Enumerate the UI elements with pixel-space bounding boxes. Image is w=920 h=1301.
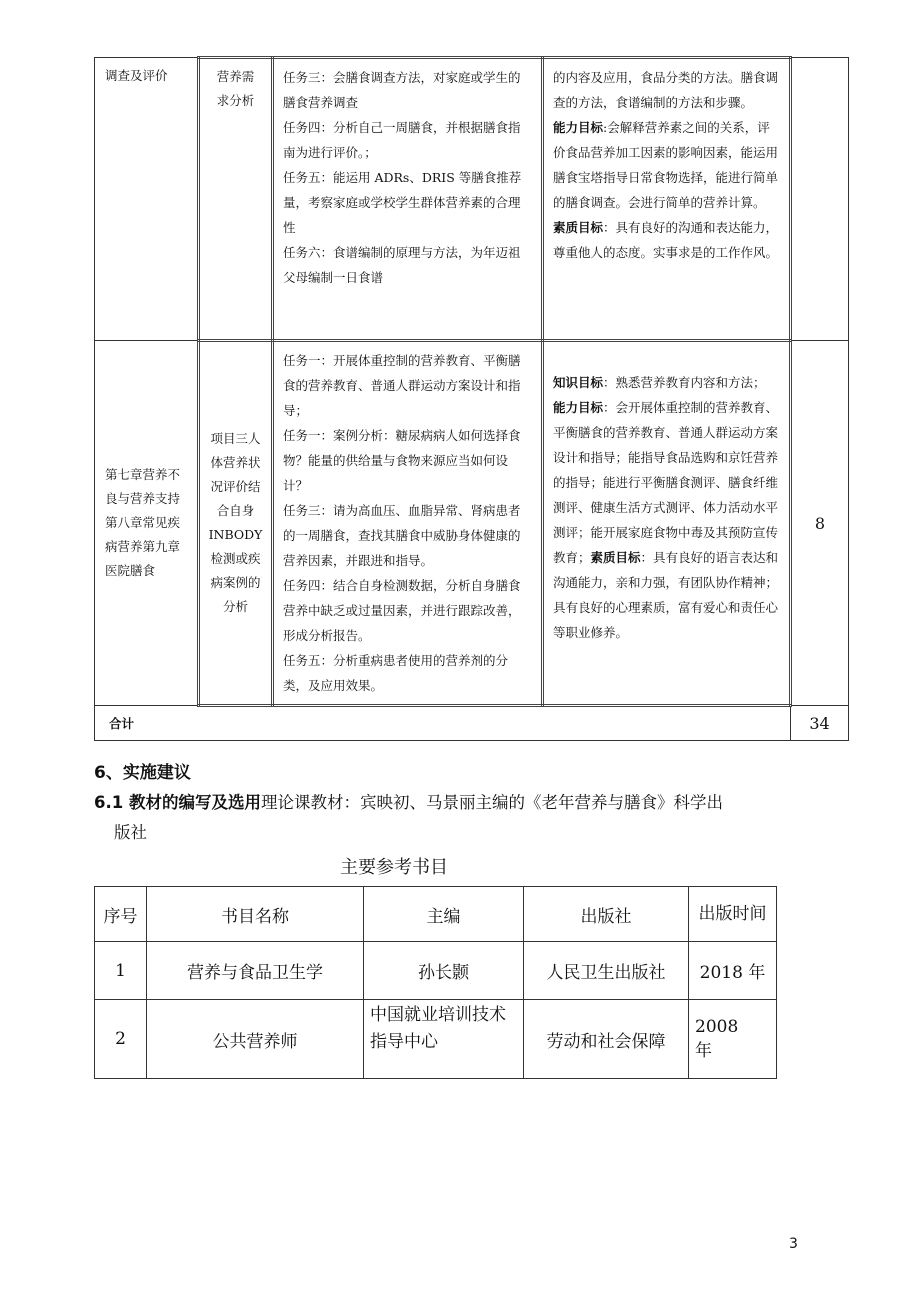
knowledge-objective	[553, 375, 766, 390]
course-table	[94, 56, 849, 741]
subsection-text: 理论课教材：宾映初、马景丽主编的《老年营养与膳食》科学出	[260, 793, 723, 812]
subsection-heading: 6.1 教材的编写及选用	[94, 793, 261, 812]
ability-text: ：会开展体重控制的营养教育、平衡膳食的营养教育、普通人群运动方案设计和指导；能指导食品选购和京饪营养的指导；能进行平衡膳食测评、膳食纤维测评、健康生活方式测评、体力活动水平测评；能开展家庭食物中毒及其预防宣传教育；	[553, 400, 779, 565]
table-row	[95, 58, 849, 341]
cell-publisher: 劳动和社会保障	[524, 1000, 689, 1079]
reference-table	[94, 886, 777, 1079]
header-publisher: 出版社	[524, 887, 689, 942]
header-editor: 主编	[364, 887, 524, 942]
project-cell: 项目三人体营养状况评价结合自身 INBODY 检测或疾病案例的分析	[199, 341, 273, 706]
task-item: 任务六：食谱编制的原理与方法，为年迈祖父母编制一日食谱	[283, 245, 521, 285]
hours-cell: 8	[791, 341, 849, 706]
total-label-cell: 合计	[95, 706, 791, 741]
table-row	[95, 1000, 777, 1079]
knowledge-label: 知识目标	[553, 375, 604, 390]
page-number: 3	[789, 1236, 798, 1252]
project-cell: 营养需求分析	[199, 58, 273, 341]
reference-title: 主要参考书目	[340, 857, 448, 878]
task-item: 任务三：会膳食调查方法，对家庭或学生的膳食营养调查	[283, 70, 521, 110]
subsection-text-continued: 版社	[114, 823, 147, 842]
total-hours-cell: 34	[791, 706, 849, 741]
task-item: 任务一：案例分析：糖尿病病人如何选择食物？能量的供给量与食物来源应当如何设计？	[283, 428, 521, 493]
total-row	[95, 706, 849, 741]
task-item: 任务一：开展体重控制的营养教育、平衡膳食的营养教育、普通人群运动方案设计和指导；	[283, 353, 521, 418]
cell-editor: 中国就业培训技术指导中心	[364, 1000, 524, 1079]
cell-no: 1	[95, 942, 147, 1000]
chapter-cell: 第七章营养不良与营养支持第八章常见疾病营养第九章医院膳食	[95, 341, 199, 706]
quality-label: 素质目标	[553, 220, 604, 235]
chapter-cell: 调查及评价	[95, 58, 199, 341]
cell-title: 公共营养师	[147, 1000, 364, 1079]
cell-editor: 孙长颢	[364, 942, 524, 1000]
quality-text: ：具有良好的语言表达和沟通能力，亲和力强，有团队协作精神；具有良好的心理素质，富有爱心和责任心等职业修养。	[553, 550, 779, 640]
knowledge-text: ：熟悉营养教育内容和方法；	[603, 375, 766, 390]
ability-label: 能力目标	[553, 400, 604, 415]
objectives-cell	[543, 341, 791, 706]
tasks-cell	[273, 341, 543, 706]
cell-year: 2018 年	[689, 942, 777, 1000]
cell-no: 2	[95, 1000, 147, 1079]
task-item: 任务四：结合自身检测数据，分析自身膳食营养中缺乏或过量因素，并进行跟踪改善，形成分析报告。	[283, 578, 521, 643]
task-item: 任务五：能运用 ADRs、DRIS 等膳食推荐量，考察家庭或学校学生群体营养素的合理性	[283, 170, 522, 235]
cell-publisher: 人民卫生出版社	[524, 942, 689, 1000]
cell-title: 营养与食品卫生学	[147, 942, 364, 1000]
header-title: 书目名称	[147, 887, 364, 942]
quality-label: 素质目标	[590, 550, 641, 565]
table-row	[95, 341, 849, 706]
ability-text: :会解释营养素之间的关系，评价食品营养加工因素的影响因素，能运用膳食宝塔指导日常食物选择，能进行简单的膳食调查。会进行简单的营养计算。	[553, 120, 779, 210]
subsection-paragraph	[94, 788, 854, 848]
task-item: 任务三：请为高血压、血脂异常、肾病患者的一周膳食，查找其膳食中威胁身体健康的营养因素，并跟进和指导。	[283, 503, 521, 568]
cell-year: 2008 年	[689, 1000, 777, 1079]
ability-label: 能力目标	[553, 120, 604, 135]
ability-objective	[553, 400, 778, 640]
quality-text: ：具有良好的沟通和表达能力，尊重他人的态度。实事求是的工作作风。	[553, 220, 779, 260]
task-item: 任务五：分析重病患者使用的营养剂的分类，及应用效果。	[283, 653, 509, 693]
objective-text: 的内容及应用，食品分类的方法。膳食调查的方法，食谱编制的方法和步骤。	[553, 70, 779, 110]
ability-objective	[553, 115, 780, 215]
objectives-cell	[543, 58, 791, 341]
header-year: 出版时间	[689, 887, 777, 942]
hours-cell	[791, 58, 849, 341]
task-item: 任务四：分析自己一周膳食，并根据膳食指南为进行评价。；	[283, 120, 521, 160]
tasks-cell	[273, 58, 543, 341]
table-row	[95, 942, 777, 1000]
header-no: 序号	[95, 887, 147, 942]
table-header-row	[95, 887, 777, 942]
section-heading: 6、实施建议	[94, 763, 191, 783]
quality-objective	[553, 215, 780, 265]
